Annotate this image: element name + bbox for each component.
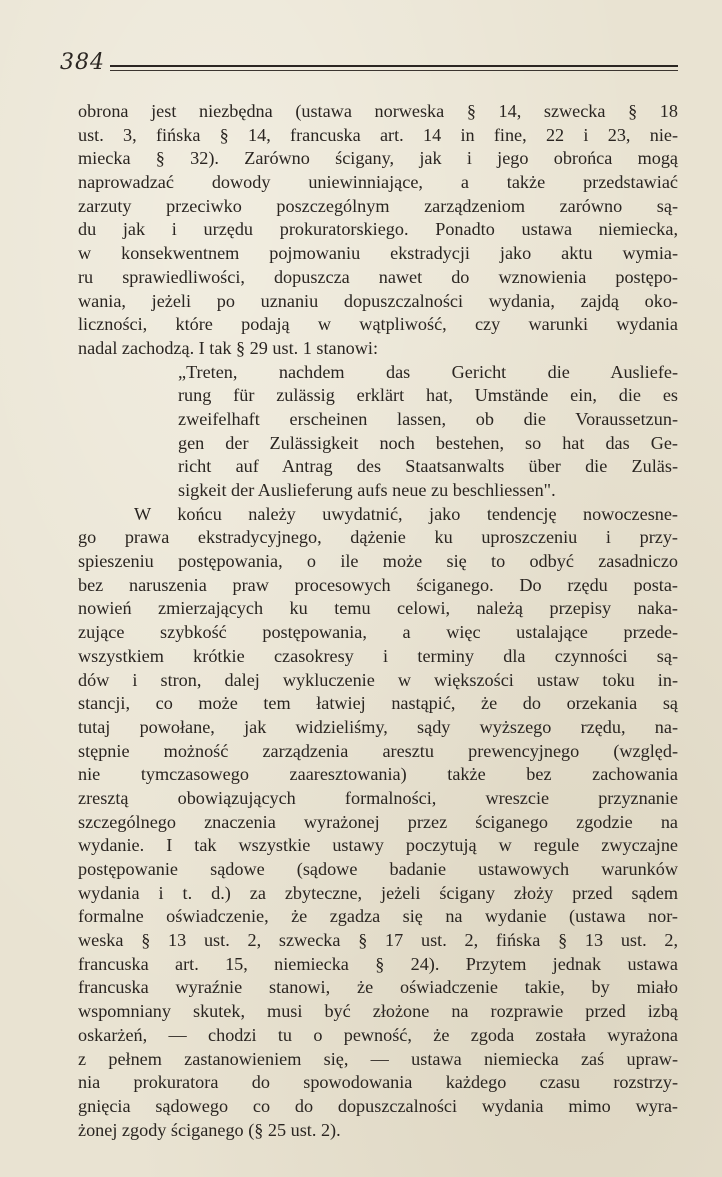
text-line: stancji, co może tem łatwiej nastąpić, że do orzekania są: [78, 693, 678, 714]
text-line: w konsekwentnem pojmowaniu ekstradycji jako aktu wymia-: [78, 243, 678, 264]
text-line: tutaj powołane, jak widzieliśmy, sądy wyższego rzędu, na-: [78, 716, 678, 737]
text-line: wania, jeżeli po uznaniu dopuszczalności wydania, zajdą oko-: [78, 290, 678, 311]
text-line: zresztą obowiązujących formalności, wreszcie przyznanie: [78, 787, 678, 808]
quote-line: „Treten, nachdem das Gericht die Ausliefe-: [178, 361, 678, 382]
text-line: du jak i urzędu prokuratorskiego. Ponadto ustawa niemiecka,: [78, 219, 678, 240]
text-line: żonej zgody ściganego (§ 25 ust. 2).: [78, 1119, 341, 1140]
text-line: miecka § 32). Zarówno ścigany, jak i jego obrońca mogą: [78, 148, 678, 169]
quote-line: rung für zulässig erklärt hat, Umstände ein, die es: [178, 385, 678, 406]
quote-line: gen der Zulässigkeit noch bestehen, so hat das Ge-: [178, 432, 678, 453]
text-line: obrona jest niezbędna (ustawa norweska § 14, szwecka § 18: [78, 101, 678, 121]
page-header: [60, 50, 680, 80]
page-number: 384: [60, 50, 105, 75]
quote-line: sigkeit der Auslieferung aufs neue zu beschliessen".: [178, 480, 556, 500]
text-line: weska § 13 ust. 2, szwecka § 17 ust. 2, fińska § 13 ust. 2,: [78, 930, 678, 951]
text-line: gnięcia sądowego co do dopuszczalności wydania mimo wyra-: [78, 1095, 678, 1116]
text-line: wydania i t. d.) za zbyteczne, jeżeli ścigany złoży przed sądem: [78, 882, 678, 903]
text-line: nadal zachodzą. I tak § 29 ust. 1 stanowi:: [78, 337, 379, 358]
text-line: zujące szybkość postępowania, a więc ustalające przede-: [78, 622, 678, 643]
text-line: go prawa ekstradycyjnego, dążenie ku uproszczeniu i przy-: [78, 527, 678, 548]
text-line: W końcu należy uwydatnić, jako tendencję nowoczesne-: [134, 503, 678, 524]
text-line: szczególnego znaczenia wyrażonej przez ściganego zgodzie na: [78, 811, 678, 832]
text-line: francuska wyraźnie stanowi, że oświadczenie takie, by miało: [78, 977, 678, 998]
text-line: postępowanie sądowe (sądowe badanie ustawowych warunków: [78, 859, 678, 879]
text-line: bez naruszenia praw procesowych ściganego. Do rzędu posta-: [78, 574, 678, 595]
text-line: formalne oświadczenie, że zgadza się na wydanie (ustawa nor-: [78, 906, 678, 927]
paragraph-1: [78, 100, 678, 361]
quote-line: zweifelhaft erscheinen lassen, ob die Voraussetzun-: [178, 408, 678, 429]
text-line: ru sprawiedliwości, dopuszcza nawet do wznowienia postępo-: [78, 266, 678, 287]
text-line: ust. 3, fińska § 14, francuska art. 14 in fine, 22 i 23, nie-: [78, 124, 678, 145]
text-line: nie tymczasowego zaaresztowania) także bez zachowania: [78, 764, 678, 785]
text-line: oskarżeń, — chodzi tu o pewność, że zgoda została wyrażona: [78, 1024, 678, 1045]
text-line: nowień zmierzających ku temu celowi, należą przepisy naka-: [78, 598, 678, 619]
text-line: zarzuty przeciwko poszczególnym zarządzeniom zarówno są-: [78, 195, 678, 216]
text-line: wydanie. I tak wszystkie ustawy poczytują w regule zwyczajne: [78, 835, 678, 856]
text-line: wszystkiem krótkie czasokresy i terminy dla czynności są-: [78, 645, 678, 666]
text-line: nia prokuratora do spowodowania każdego czasu rozstrzy-: [78, 1072, 678, 1093]
text-line: francuska art. 15, niemiecka § 24). Przytem jednak ustawa: [78, 953, 678, 974]
paragraph-2: [78, 503, 678, 1143]
text-line: wspomniany skutek, musi być złożone na rozprawie przed izbą: [78, 1001, 678, 1022]
german-quote: [178, 361, 678, 503]
text-line: naprowadzać dowody uniewinniające, a także przedstawiać: [78, 172, 678, 193]
text-line: dów i stron, dalej wykluczenie w większości ustaw toku in-: [78, 669, 678, 690]
text-line: stępnie możność zarządzenia aresztu prewencyjnego (względ-: [78, 740, 678, 761]
header-rule-thin: [110, 70, 678, 71]
body-text: [78, 100, 678, 1142]
text-line: z pełnem zastanowieniem się, — ustawa niemiecka zaś upraw-: [78, 1048, 678, 1069]
quote-line: richt auf Antrag des Staatsanwalts über die Zuläs-: [178, 456, 678, 477]
header-rule: [110, 65, 678, 67]
text-line: liczności, które podają w wątpliwość, czy warunki wydania: [78, 314, 678, 335]
text-line: spieszeniu postępowania, o ile może się to odbyć zasadniczo: [78, 551, 678, 572]
